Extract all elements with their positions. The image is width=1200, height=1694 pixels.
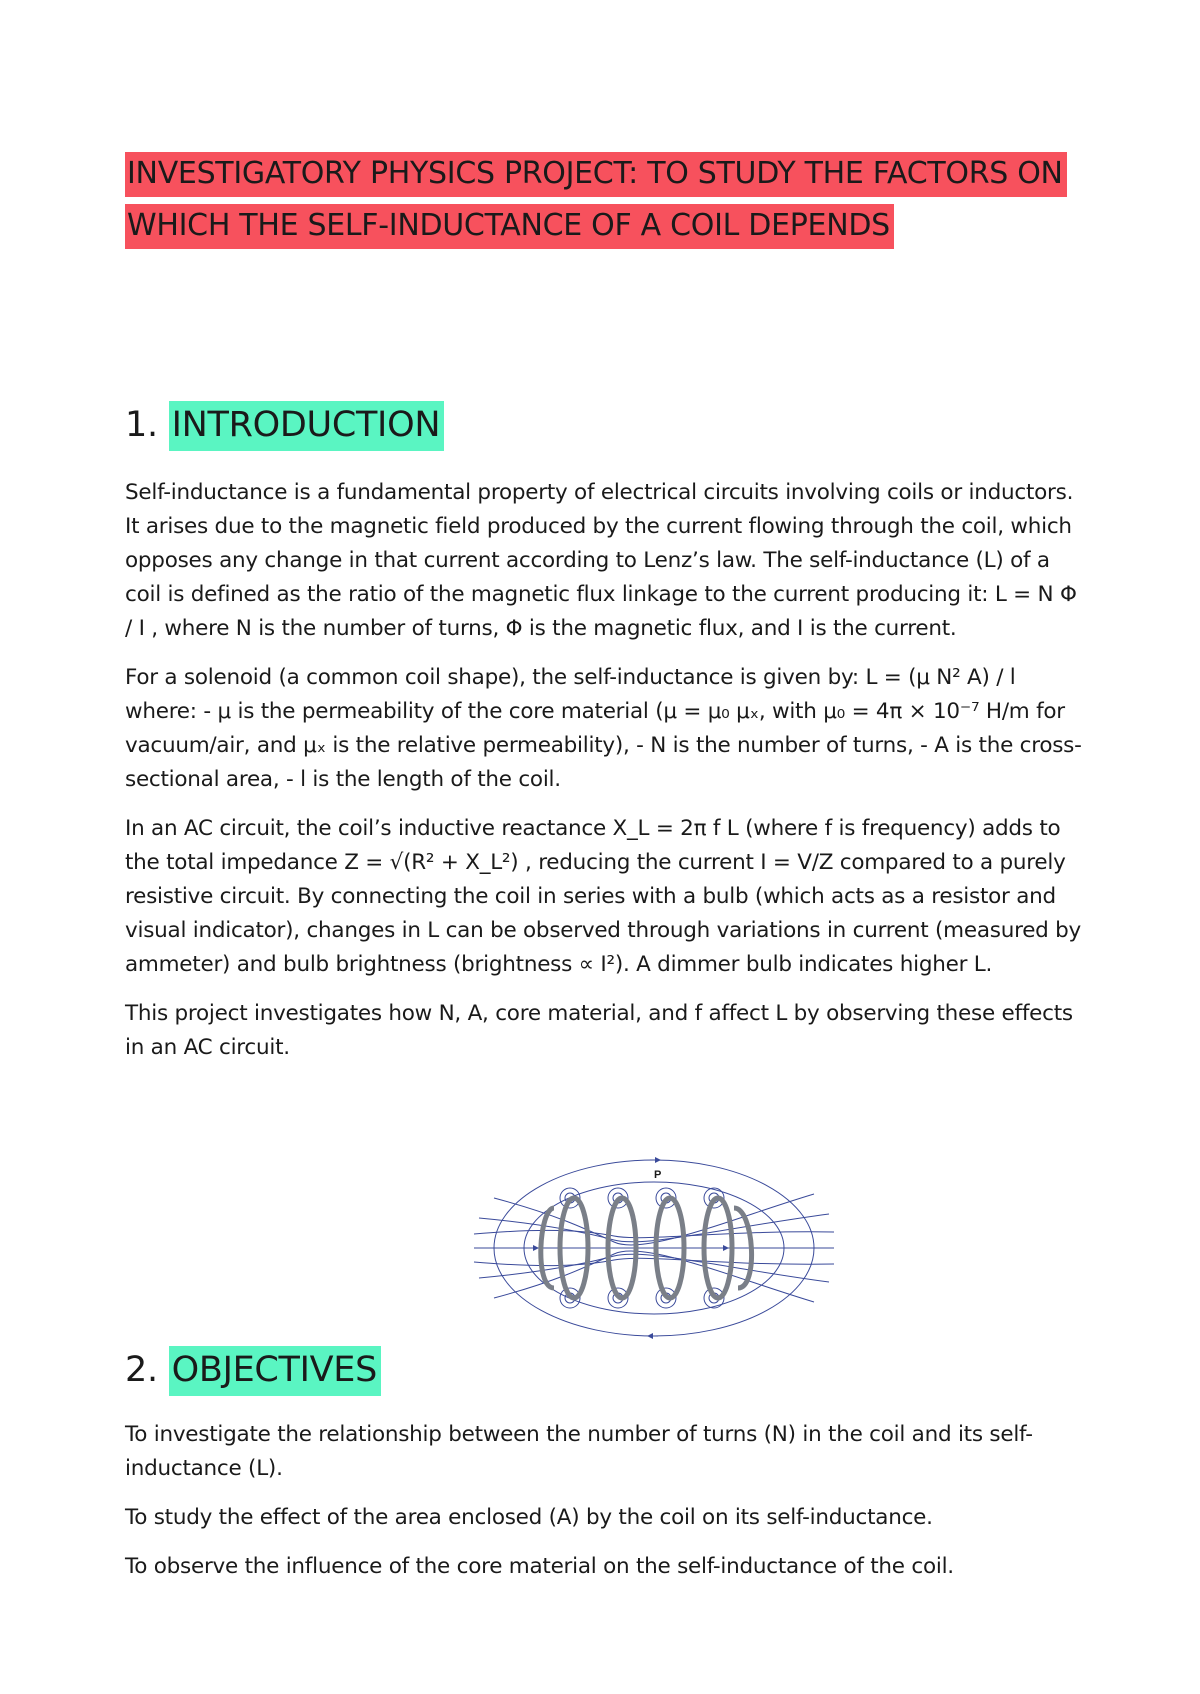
paragraph: Self-inductance is a fundamental property of electrical circuits involving coils or inductors. It arises due to the magnetic field produced by the current flowing through the coil, which opposes any change in that current according to Lenz’s law. The self-inductance (L) of a coil is defined as the ratio of the magnetic flux linkage to the current producing it: L = N Φ / I , where N is the number of turns, Φ is the magnetic flux, and I is the current. xyxy=(125,480,1077,641)
objective-item: To investigate the relationship between the number of turns (N) in the coil and its self-inductance (L). xyxy=(125,1422,1033,1481)
introduction-heading-text: INTRODUCTION xyxy=(169,401,445,451)
objective-item: To observe the influence of the core material on the self-inductance of the coil. xyxy=(125,1554,954,1579)
introduction-heading xyxy=(125,398,444,452)
paragraph: This project investigates how N, A, core material, and f affect L by observing these effects in an AC circuit. xyxy=(125,1001,1073,1060)
paragraph: For a solenoid (a common coil shape), the self-inductance is given by: L = (μ N² A) / l where: - μ is the permeability of the core material (μ = μ₀ μₓ, with μ₀ = 4π × 10⁻⁷ H/m for vacuum/air, and μₓ is the relative permeability), - N is the number of turns, - A is the cross-sectional area, - l is the length of the coil. xyxy=(125,665,1082,792)
objectives-heading xyxy=(125,1343,381,1397)
objectives-body xyxy=(125,1418,1085,1599)
title-highlight: INVESTIGATORY PHYSICS PROJECT: TO STUDY THE FACTORS ON WHICH THE SELF-INDUCTANCE OF A COIL DEPENDS xyxy=(125,152,1067,249)
document-title xyxy=(125,148,1085,252)
objective-item: To study the effect of the area enclosed (A) by the coil on its self-inductance. xyxy=(125,1505,933,1530)
solenoid-field-diagram xyxy=(464,1148,844,1348)
introduction-number: 1. xyxy=(125,405,158,445)
solenoid-field-figure xyxy=(464,1148,844,1348)
point-p-label: P xyxy=(654,1169,662,1181)
introduction-body xyxy=(125,476,1085,1080)
paragraph: In an AC circuit, the coil’s inductive reactance X_L = 2π f L (where f is frequency) adds to the total impedance Z = √(R² + X_L²) , reducing the current I = V/Z compared to a purely resistive circuit. By connecting the coil in series with a bulb (which acts as a resistor and visual indicator), changes in L can be observed through variations in current (measured by ammeter) and bulb brightness (brightness ∝ I²). A dimmer bulb indicates higher L. xyxy=(125,816,1082,977)
objectives-heading-text: OBJECTIVES xyxy=(169,1346,381,1396)
objectives-number: 2. xyxy=(125,1350,158,1390)
